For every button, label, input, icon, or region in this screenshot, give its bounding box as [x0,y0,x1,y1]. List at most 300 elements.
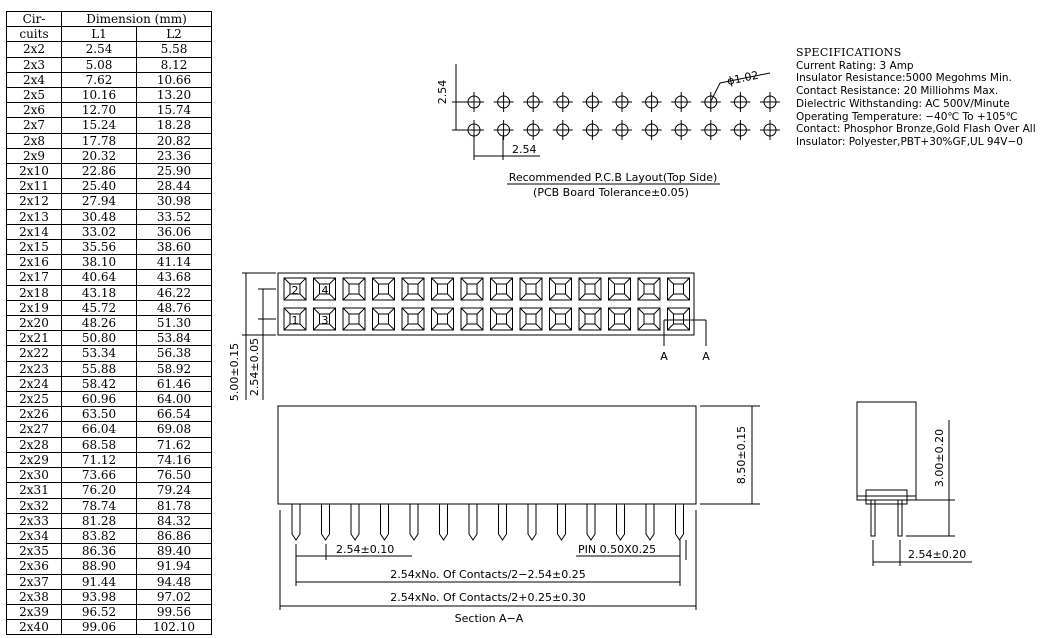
cell-chamfer [359,324,365,330]
l2-cell: 91.94 [137,559,212,574]
l2-cell: 86.86 [137,528,212,543]
cell-chamfer [566,278,572,284]
l2-cell: 66.54 [137,407,212,422]
cell-chamfer [625,308,631,314]
contact-hole [497,284,507,294]
cell-chamfer [668,308,674,314]
circuits-cell: 2x7 [7,118,62,133]
section-label: Section A−A [454,612,524,625]
cell-chamfer [330,308,336,314]
cell-chamfer [359,308,365,314]
l1-cell: 58.42 [62,376,137,391]
cell-chamfer [491,308,497,314]
circuits-cell: 2x11 [7,179,62,194]
pcb-layout [436,64,780,199]
top-view [228,273,710,401]
cell-chamfer [314,308,320,314]
cell-chamfer [389,324,395,330]
l2-cell: 10.66 [137,72,212,87]
pcb-pitch-v-label: 2.54 [436,79,449,105]
spec-line: Insulator: Polyester,PBT+30%GF,UL 94V−0 [796,135,1023,148]
circuits-cell: 2x23 [7,361,62,376]
top-height-label: 5.00±0.15 [228,342,241,402]
cell-chamfer [461,278,467,284]
l1-cell: 50.80 [62,331,137,346]
cell-chamfer [300,278,306,284]
spec-line: Dielectric Withstanding: AC 500V/Minute [796,97,1010,110]
cell-chamfer [595,308,601,314]
l1-cell: 10.16 [62,88,137,103]
l1-cell: 15.24 [62,118,137,133]
cell-chamfer [579,294,585,300]
cell-chamfer [625,324,631,330]
pcb-tolerance: (PCB Board Tolerance±0.05) [533,186,689,199]
contact-hole [379,314,389,324]
l2-cell: 58.92 [137,361,212,376]
front-view-body [278,406,696,504]
contact-pin [440,504,448,540]
cell-chamfer [448,308,454,314]
l1-cell: 78.74 [62,498,137,513]
pin-number-2: 2 [291,284,299,297]
contact-hole [438,314,448,324]
front-pitch-label: 2.54±0.10 [336,543,395,556]
cell-chamfer [300,324,306,330]
circuits-cell: 2x37 [7,574,62,589]
l2-cell: 41.14 [137,255,212,270]
contact-hole [526,284,536,294]
l1-cell: 91.44 [62,574,137,589]
spec-line: Insulator Resistance:5000 Megohms Min. [796,72,1012,85]
contact-pin [381,504,389,540]
cell-chamfer [566,308,572,314]
circuits-cell: 2x8 [7,133,62,148]
contact-hole [615,314,625,324]
cell-chamfer [314,294,320,300]
circuits-cell: 2x2 [7,42,62,57]
cell-chamfer [609,294,615,300]
section-marker-a-left: A [660,350,668,363]
circuits-cell: 2x12 [7,194,62,209]
l1-cell: 60.96 [62,392,137,407]
cell-chamfer [668,294,674,300]
l2-cell: 23.36 [137,148,212,163]
contact-hole [526,314,536,324]
l2-cell: 30.98 [137,194,212,209]
cell-chamfer [609,308,615,314]
circuits-cell: 2x38 [7,589,62,604]
circuits-cell: 2x10 [7,164,62,179]
circuits-cell: 2x5 [7,88,62,103]
cell-chamfer [654,278,660,284]
cell-chamfer [284,308,290,314]
cell-chamfer [432,308,438,314]
cell-chamfer [520,278,526,284]
cell-chamfer [668,278,674,284]
contact-pin [676,504,684,540]
cell-chamfer [684,278,690,284]
circuits-cell: 2x35 [7,544,62,559]
l2-cell: 5.58 [137,42,212,57]
l2-cell: 74.16 [137,452,212,467]
l2-cell: 61.46 [137,376,212,391]
l2-cell: 89.40 [137,544,212,559]
cell-chamfer [432,294,438,300]
cell-chamfer [491,294,497,300]
contact-pin [499,504,507,540]
header-dimension: Dimension (mm) [62,12,212,27]
circuits-cell: 2x15 [7,240,62,255]
l2-cell: 18.28 [137,118,212,133]
l2-cell: 53.84 [137,331,212,346]
circuits-cell: 2x18 [7,285,62,300]
cell-chamfer [359,294,365,300]
contact-hole [408,314,418,324]
cell-chamfer [448,278,454,284]
l1-cell: 12.70 [62,103,137,118]
contact-pin [292,504,300,540]
cell-chamfer [507,278,513,284]
l1-cell: 22.86 [62,164,137,179]
cell-chamfer [461,308,467,314]
cell-chamfer [477,324,483,330]
l1-cell: 73.66 [62,468,137,483]
front-l2-label: 2.54xNo. Of Contacts/2+0.25±0.30 [390,591,586,604]
specifications-title: SPECIFICATIONS [796,46,902,59]
header-circuits-2: cuits [7,27,62,42]
circuits-cell: 2x29 [7,452,62,467]
circuits-cell: 2x17 [7,270,62,285]
cell-chamfer [402,294,408,300]
front-l1-label: 2.54xNo. Of Contacts/2−2.54±0.25 [390,568,586,581]
pcb-pitch-h-label: 2.54 [512,143,537,156]
l2-cell: 25.90 [137,164,212,179]
l1-cell: 2.54 [62,42,137,57]
cell-chamfer [638,308,644,314]
cell-chamfer [579,308,585,314]
circuits-cell: 2x32 [7,498,62,513]
contact-hole [615,284,625,294]
circuits-cell: 2x21 [7,331,62,346]
spec-line: Operating Temperature: −40℃ To +105℃ [796,110,1018,123]
l1-cell: 81.28 [62,513,137,528]
circuits-cell: 2x31 [7,483,62,498]
cell-chamfer [418,294,424,300]
l1-cell: 35.56 [62,240,137,255]
cell-chamfer [684,294,690,300]
circuits-cell: 2x19 [7,300,62,315]
l2-cell: 102.10 [137,620,212,635]
cell-chamfer [550,324,556,330]
l2-cell: 38.60 [137,240,212,255]
cell-chamfer [461,324,467,330]
cell-chamfer [418,324,424,330]
cell-chamfer [491,278,497,284]
contact-hole [497,314,507,324]
circuits-cell: 2x16 [7,255,62,270]
l2-cell: 69.08 [137,422,212,437]
contact-hole [467,284,477,294]
contact-hole [644,314,654,324]
contact-hole [467,314,477,324]
l1-cell: 55.88 [62,361,137,376]
l2-cell: 97.02 [137,589,212,604]
l2-cell: 56.38 [137,346,212,361]
l1-cell: 38.10 [62,255,137,270]
pin-number-3: 3 [321,314,329,327]
l2-cell: 13.20 [137,88,212,103]
front-height-label: 8.50±0.15 [735,425,748,485]
cell-chamfer [566,294,572,300]
cell-chamfer [477,308,483,314]
cell-chamfer [654,308,660,314]
cell-chamfer [314,278,320,284]
cell-chamfer [550,308,556,314]
cell-chamfer [284,278,290,284]
header-l1: L1 [62,27,137,42]
contact-pin [351,504,359,540]
cell-chamfer [654,324,660,330]
cell-chamfer [284,294,290,300]
section-marker-a-right: A [702,350,710,363]
cell-chamfer [520,308,526,314]
cell-chamfer [654,294,660,300]
l1-cell: 68.58 [62,437,137,452]
l1-cell: 76.20 [62,483,137,498]
circuits-cell: 2x34 [7,528,62,543]
circuits-cell: 2x36 [7,559,62,574]
cell-chamfer [684,324,690,330]
cell-chamfer [520,324,526,330]
cell-chamfer [536,324,542,330]
contact-hole [438,284,448,294]
cell-chamfer [389,278,395,284]
cell-chamfer [536,308,542,314]
cell-chamfer [638,278,644,284]
cell-chamfer [595,278,601,284]
cell-chamfer [477,294,483,300]
cell-chamfer [373,294,379,300]
contact-pin [469,504,477,540]
l2-cell: 76.50 [137,468,212,483]
contact-hole [585,314,595,324]
circuits-cell: 2x39 [7,604,62,619]
cell-chamfer [389,294,395,300]
l2-cell: 36.06 [137,224,212,239]
cell-chamfer [507,308,513,314]
l1-cell: 20.32 [62,148,137,163]
pin-number-1: 1 [291,314,299,327]
side-view-body [857,402,916,500]
l2-cell: 20.82 [137,133,212,148]
cell-chamfer [507,324,513,330]
cell-chamfer [595,324,601,330]
contact-hole [674,314,684,324]
cell-chamfer [507,294,513,300]
contact-pin [528,504,536,540]
cell-chamfer [550,294,556,300]
cell-chamfer [284,324,290,330]
top-row-label: 2.54±0.05 [248,337,261,397]
l2-cell: 48.76 [137,300,212,315]
contact-hole [674,284,684,294]
pcb-holes [464,92,780,140]
cell-chamfer [477,278,483,284]
cell-chamfer [625,294,631,300]
l1-cell: 83.82 [62,528,137,543]
circuits-cell: 2x33 [7,513,62,528]
cell-chamfer [684,308,690,314]
cell-chamfer [373,324,379,330]
cell-chamfer [418,278,424,284]
side-view [857,402,972,566]
circuits-cell: 2x25 [7,392,62,407]
contact-hole [379,284,389,294]
circuits-cell: 2x26 [7,407,62,422]
l1-cell: 53.34 [62,346,137,361]
l1-cell: 33.02 [62,224,137,239]
pin-number-4: 4 [321,284,329,297]
contact-hole [556,284,566,294]
l1-cell: 25.40 [62,179,137,194]
cell-chamfer [432,278,438,284]
cell-chamfer [520,294,526,300]
cell-chamfer [330,294,336,300]
l1-cell: 40.64 [62,270,137,285]
circuits-cell: 2x6 [7,103,62,118]
l2-cell: 64.00 [137,392,212,407]
l2-cell: 43.68 [137,270,212,285]
l1-cell: 99.06 [62,620,137,635]
l1-cell: 71.12 [62,452,137,467]
side-pin [871,500,875,536]
front-pins [292,504,684,540]
l2-cell: 28.44 [137,179,212,194]
side-view-foot [866,490,907,504]
cell-chamfer [402,324,408,330]
spec-line: Contact: Phosphor Bronze,Gold Flash Over All [796,123,1036,136]
l1-cell: 30.48 [62,209,137,224]
cell-chamfer [638,324,644,330]
contact-hole [349,284,359,294]
contact-pin [646,504,654,540]
cell-chamfer [638,294,644,300]
circuits-cell: 2x13 [7,209,62,224]
contact-pin [410,504,418,540]
circuits-cell: 2x4 [7,72,62,87]
l2-cell: 79.24 [137,483,212,498]
cell-chamfer [461,294,467,300]
side-pin [898,500,902,536]
l1-cell: 43.18 [62,285,137,300]
l2-cell: 46.22 [137,285,212,300]
top-view-outline [278,273,694,335]
circuits-cell: 2x24 [7,376,62,391]
l1-cell: 17.78 [62,133,137,148]
cell-chamfer [491,324,497,330]
cell-chamfer [579,278,585,284]
contact-pin [322,504,330,540]
contact-pin [617,504,625,540]
cell-chamfer [579,324,585,330]
l1-cell: 5.08 [62,57,137,72]
cell-chamfer [595,294,601,300]
cell-chamfer [418,308,424,314]
cell-chamfer [373,278,379,284]
l1-cell: 63.50 [62,407,137,422]
cell-chamfer [343,308,349,314]
header-circuits: Cir- [7,12,62,27]
cell-chamfer [609,324,615,330]
contact-pin [587,504,595,540]
header-l2: L2 [137,27,212,42]
circuits-cell: 2x30 [7,468,62,483]
l1-cell: 86.36 [62,544,137,559]
cell-chamfer [550,278,556,284]
cell-chamfer [609,278,615,284]
l2-cell: 33.52 [137,209,212,224]
spec-line: Contact Resistance: 20 Milliohms Max. [796,85,999,98]
cell-chamfer [389,308,395,314]
circuits-cell: 2x3 [7,57,62,72]
l1-cell: 48.26 [62,316,137,331]
l1-cell: 45.72 [62,300,137,315]
circuits-cell: 2x40 [7,620,62,635]
cell-chamfer [536,278,542,284]
l1-cell: 88.90 [62,559,137,574]
pcb-caption: Recommended P.C.B Layout(Top Side) [508,171,718,184]
l2-cell: 99.56 [137,604,212,619]
contact-hole [585,284,595,294]
l1-cell: 27.94 [62,194,137,209]
cell-chamfer [448,324,454,330]
circuits-cell: 2x14 [7,224,62,239]
front-pin-label: PIN 0.50X0.25 [578,543,657,556]
circuits-cell: 2x28 [7,437,62,452]
cell-chamfer [300,308,306,314]
l1-cell: 7.62 [62,72,137,87]
cell-chamfer [314,324,320,330]
cell-chamfer [402,278,408,284]
l2-cell: 94.48 [137,574,212,589]
circuits-cell: 2x9 [7,148,62,163]
l2-cell: 84.32 [137,513,212,528]
l1-cell: 96.52 [62,604,137,619]
circuits-cell: 2x20 [7,316,62,331]
cell-chamfer [300,294,306,300]
cell-chamfer [448,294,454,300]
leader-line [710,83,720,103]
contact-hole [408,284,418,294]
contact-hole [349,314,359,324]
cell-chamfer [625,278,631,284]
l2-cell: 81.78 [137,498,212,513]
cell-chamfer [373,308,379,314]
circuits-cell: 2x22 [7,346,62,361]
l1-cell: 93.98 [62,589,137,604]
cell-chamfer [343,278,349,284]
l2-cell: 15.74 [137,103,212,118]
contact-pin [558,504,566,540]
circuits-cell: 2x27 [7,422,62,437]
l2-cell: 51.30 [137,316,212,331]
l2-cell: 71.62 [137,437,212,452]
cell-chamfer [566,324,572,330]
cell-chamfer [330,278,336,284]
cell-chamfer [343,324,349,330]
contact-hole [644,284,654,294]
side-pitch-label: 2.54±0.20 [908,548,967,561]
